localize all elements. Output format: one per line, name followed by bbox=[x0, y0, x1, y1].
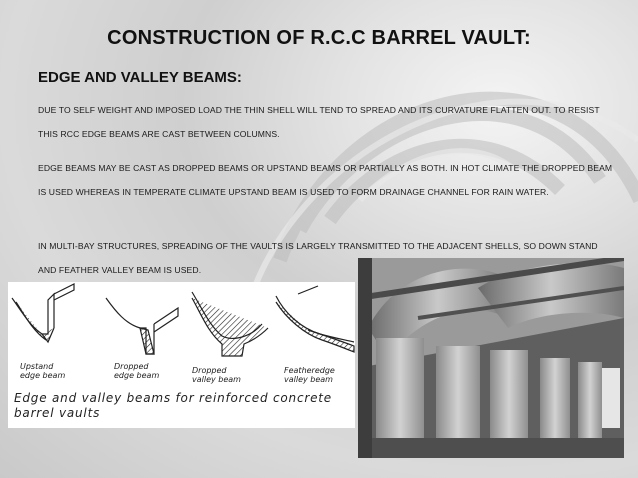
dropped-valley-beam-sketch bbox=[180, 282, 268, 362]
diagram-label-dropped-edge-beam: Dropped edge beam bbox=[114, 362, 160, 380]
diagram-label-dropped-valley-beam: Dropped valley beam bbox=[192, 366, 241, 384]
diagram-label-upstand-edge-beam: Upstand edge beam bbox=[20, 362, 66, 380]
dropped-edge-beam-sketch bbox=[106, 298, 178, 354]
barrel-vault-photo bbox=[358, 258, 624, 458]
section-heading: EDGE AND VALLEY BEAMS: bbox=[38, 69, 242, 86]
paragraph: DUE TO SELF WEIGHT AND IMPOSED LOAD THE THIN SHELL WILL TEND TO SPREAD AND ITS CURVATURE FLATTEN OUT. TO RESIST THIS RCC EDGE BEAMS ARE CAST BETWEEN COLUMNS. bbox=[38, 105, 600, 139]
diagram-caption: Edge and valley beams for reinforced concrete barrel vaults bbox=[14, 391, 332, 420]
featheredge-valley-beam-sketch bbox=[276, 286, 354, 352]
upstand-edge-beam-sketch bbox=[12, 284, 74, 342]
paragraph: IN MULTI-BAY STRUCTURES, SPREADING OF THE VAULTS IS LARGELY TRANSMITTED TO THE ADJACENT SHELLS, SO DOWN STAND AND FEATHER VALLEY BEAM IS USED. bbox=[38, 241, 598, 275]
paragraph: EDGE BEAMS MAY BE CAST AS DROPPED BEAMS OR UPSTAND BEAMS OR PARTIALLY AS BOTH. IN HOT CLIMATE THE DROPPED BEAM IS USED WHEREAS IN TEMPERATE CLIMATE UPSTAND BEAM IS USED TO FORM DRAINAGE CHANNEL FOR RAIN WATER. bbox=[38, 163, 613, 197]
diagram-label-featheredge-valley-beam: Featheredge valley beam bbox=[284, 366, 335, 384]
slide-title: CONSTRUCTION OF R.C.C BARREL VAULT: bbox=[107, 27, 531, 49]
